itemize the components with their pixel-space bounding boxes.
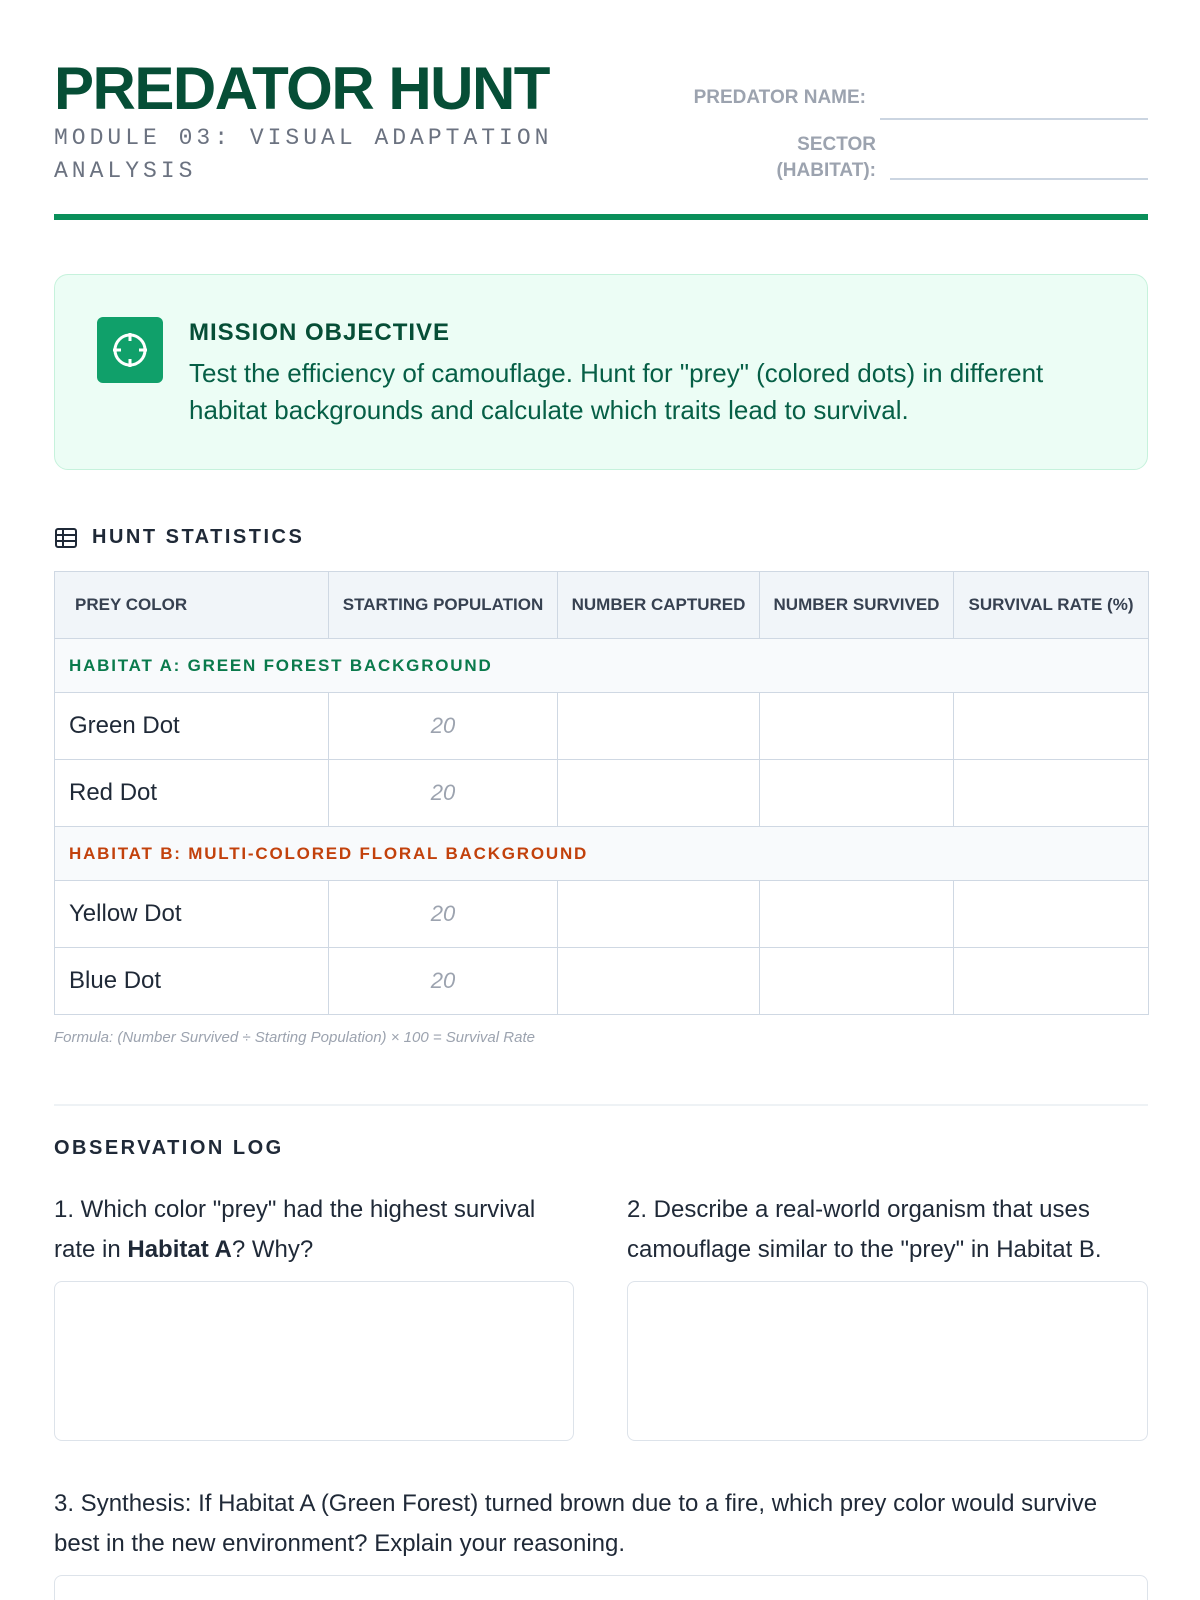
crosshair-icon (97, 317, 163, 383)
prey-name: Red Dot (55, 760, 329, 827)
mission-title: MISSION OBJECTIVE (189, 319, 451, 346)
prey-name: Yellow Dot (55, 881, 329, 948)
mission-text: Test the efficiency of camouflage. Hunt for "prey" (colored dots) in different habitat backgrounds and calculate which traits lead to survival. (189, 358, 1044, 425)
captured-cell[interactable] (558, 693, 760, 760)
survived-cell[interactable] (760, 693, 954, 760)
survived-cell[interactable] (760, 948, 954, 1015)
question-1 (54, 1190, 574, 1270)
predator-name-label: PREDATOR NAME: (693, 87, 866, 108)
observation-log-heading: OBSERVATION LOG (54, 1137, 284, 1159)
survival-rate-cell[interactable] (954, 760, 1149, 827)
page-title: PREDATOR HUNT (54, 55, 549, 122)
question-3: 3. Synthesis: If Habitat A (Green Forest) turned brown due to a fire, which prey color would survive best in the new environment? Explain your reasoning. (54, 1490, 1098, 1557)
col-header-prey-color: PREY COLOR (55, 572, 329, 639)
starting-population: 20 (329, 881, 558, 948)
question-1-bold: Habitat A (127, 1236, 232, 1263)
worksheet-page (54, 0, 1148, 1600)
starting-population: 20 (329, 760, 558, 827)
captured-cell[interactable] (558, 760, 760, 827)
col-header-starting-population: STARTING POPULATION (329, 572, 558, 639)
predator-name-field[interactable] (880, 118, 1148, 120)
survival-rate-cell[interactable] (954, 881, 1149, 948)
header-divider (54, 214, 1148, 220)
col-header-survival-rate: SURVIVAL RATE (%) (954, 572, 1149, 639)
table-row (55, 760, 1149, 827)
question-2: 2. Describe a real-world organism that uses camouflage similar to the "prey" in Habitat B. (627, 1196, 1102, 1263)
starting-population: 20 (329, 948, 558, 1015)
section-divider (54, 1104, 1148, 1106)
hunt-statistics-table (54, 571, 1149, 1015)
table-row (55, 881, 1149, 948)
answer-box-3[interactable] (54, 1575, 1148, 1600)
sector-label-line1: SECTOR (797, 134, 876, 155)
col-header-number-captured: NUMBER CAPTURED (558, 572, 760, 639)
captured-cell[interactable] (558, 948, 760, 1015)
habitat-a-label: HABITAT A: GREEN FOREST BACKGROUND (55, 639, 1149, 693)
survived-cell[interactable] (760, 881, 954, 948)
survived-cell[interactable] (760, 760, 954, 827)
sector-habitat-field[interactable] (890, 178, 1148, 180)
survival-rate-cell[interactable] (954, 693, 1149, 760)
answer-box-1[interactable] (54, 1281, 574, 1441)
table-row (55, 693, 1149, 760)
answer-box-2[interactable] (627, 1281, 1148, 1441)
mission-panel (54, 274, 1148, 470)
question-1-text-before: 1. Which color "prey" had the highest survival rate in (54, 1196, 536, 1263)
formula-note: Formula: (Number Survived ÷ Starting Population) × 100 = Survival Rate (54, 1029, 535, 1046)
table-icon (54, 526, 78, 550)
table-row (55, 948, 1149, 1015)
captured-cell[interactable] (558, 881, 760, 948)
question-1-text-after: ? Why? (231, 1236, 314, 1263)
col-header-number-survived: NUMBER SURVIVED (760, 572, 954, 639)
starting-population: 20 (329, 693, 558, 760)
sector-label-line2: (HABITAT): (776, 160, 876, 181)
page-subtitle: MODULE 03: VISUAL ADAPTATION ANALYSIS (54, 125, 553, 184)
prey-name: Green Dot (55, 693, 329, 760)
survival-rate-cell[interactable] (954, 948, 1149, 1015)
header (54, 54, 1148, 220)
prey-name: Blue Dot (55, 948, 329, 1015)
habitat-b-label: HABITAT B: MULTI-COLORED FLORAL BACKGROUND (55, 827, 1149, 881)
stats-heading: HUNT STATISTICS (92, 526, 305, 548)
